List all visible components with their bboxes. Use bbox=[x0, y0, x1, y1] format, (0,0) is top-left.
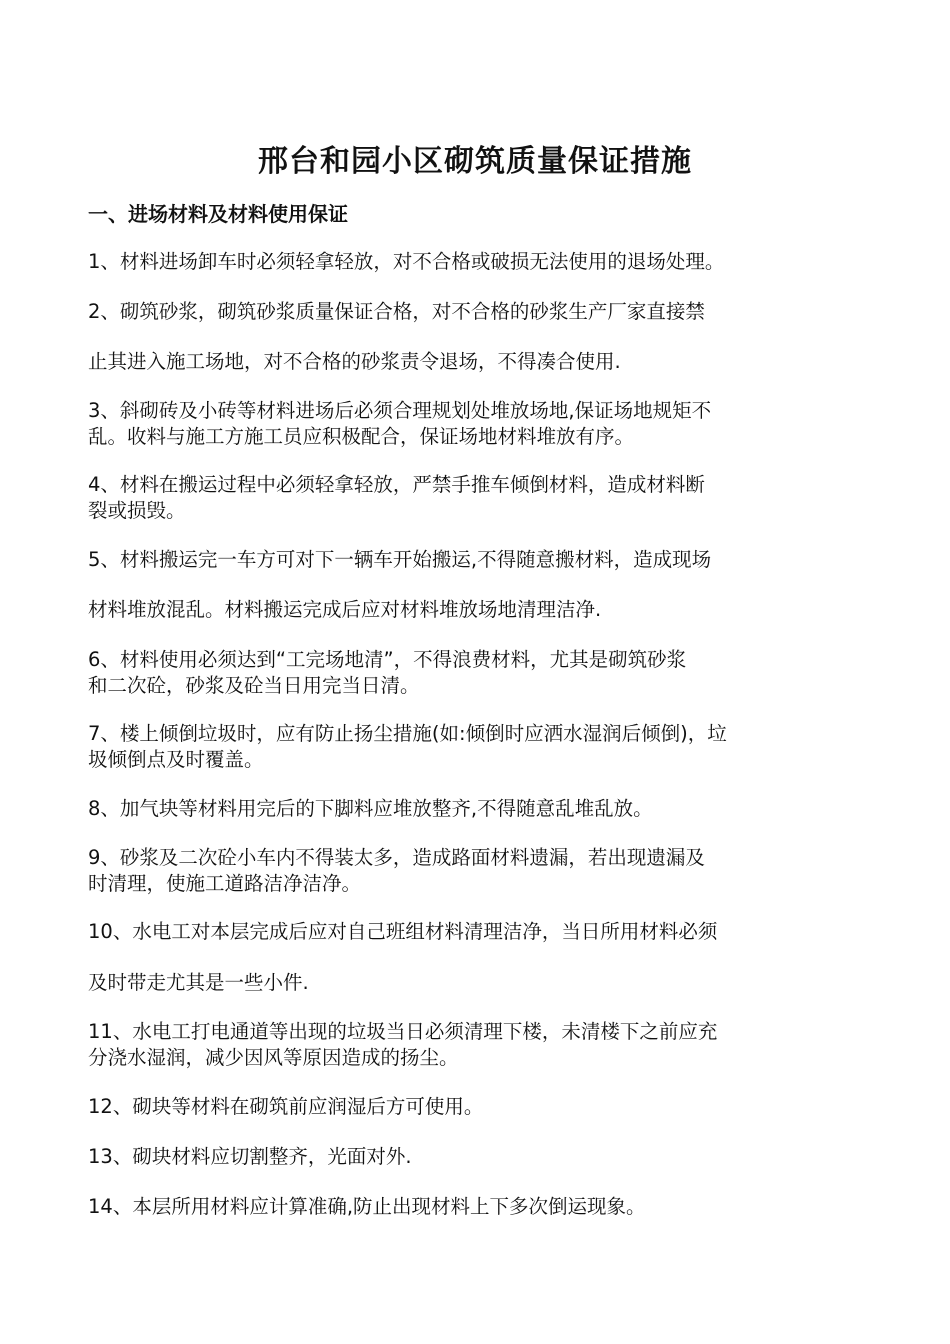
paragraph-line: 5、材料搬运完一车方可对下一辆车开始搬运,不得随意搬材料，造成现场 bbox=[88, 548, 712, 571]
paragraph-line: 时清理，使施工道路洁净洁净。 bbox=[88, 872, 362, 895]
paragraph-line: 4、材料在搬运过程中必须轻拿轻放，严禁手推车倾倒材料，造成材料断 bbox=[88, 473, 705, 496]
list-item bbox=[88, 647, 864, 699]
list-item bbox=[88, 1094, 864, 1120]
paragraph-line: 8、加气块等材料用完后的下脚料应堆放整齐,不得随意乱堆乱放。 bbox=[88, 797, 653, 820]
list-item bbox=[88, 472, 864, 524]
list-item bbox=[88, 1019, 864, 1071]
paragraph-line: 乱。收料与施工方施工员应积极配合，保证场地材料堆放有序。 bbox=[88, 425, 635, 448]
list-item bbox=[88, 1194, 864, 1220]
list-item bbox=[88, 919, 864, 996]
paragraph-line: 1、材料进场卸车时必须轻拿轻放，对不合格或破损无法使用的退场处理。 bbox=[88, 250, 725, 273]
paragraph-line: 止其进入施工场地，对不合格的砂浆责令退场，不得凑合使用. bbox=[88, 350, 621, 373]
list-item bbox=[88, 845, 864, 897]
paragraph-line: 2、砌筑砂浆，砌筑砂浆质量保证合格，对不合格的砂浆生产厂家直接禁 bbox=[88, 300, 705, 323]
paragraph-line: 11、水电工打电通道等出现的垃圾当日必须清理下楼，未清楼下之前应充 bbox=[88, 1020, 718, 1043]
list-item bbox=[88, 1144, 864, 1170]
paragraph-line: 及时带走尤其是一些小件. bbox=[88, 971, 309, 994]
paragraph-line: 7、楼上倾倒垃圾时，应有防止扬尘措施(如:倾倒时应洒水湿润后倾倒)，垃 bbox=[88, 722, 727, 745]
paragraph-line: 14、本层所用材料应计算准确,防止出现材料上下多次倒运现象。 bbox=[88, 1195, 646, 1218]
list-item bbox=[88, 398, 864, 450]
paragraph-line: 6、材料使用必须达到“工完场地清”，不得浪费材料，尤其是砌筑砂浆 bbox=[88, 648, 687, 671]
list-item bbox=[88, 299, 864, 375]
paragraph-line: 材料堆放混乱。材料搬运完成后应对材料堆放场地清理洁净. bbox=[88, 598, 602, 621]
list-item bbox=[88, 721, 864, 773]
list-item bbox=[88, 249, 864, 275]
paragraph-line: 12、砌块等材料在砌筑前应润湿后方可使用。 bbox=[88, 1095, 484, 1118]
paragraph-line: 3、斜砌砖及小砖等材料进场后必须合理规划处堆放场地,保证场地规矩不 bbox=[88, 399, 712, 422]
paragraph-line: 圾倾倒点及时覆盖。 bbox=[88, 748, 264, 771]
paragraph-line: 和二次砼，砂浆及砼当日用完当日清。 bbox=[88, 674, 420, 697]
paragraph-line: 分浇水湿润，减少因风等原因造成的扬尘。 bbox=[88, 1046, 459, 1069]
paragraph-line: 9、砂浆及二次砼小车内不得装太多，造成路面材料遗漏，若出现遗漏及 bbox=[88, 846, 705, 869]
paragraph-line: 裂或损毁。 bbox=[88, 499, 186, 522]
paragraph-line: 10、水电工对本层完成后应对自己班组材料清理洁净，当日所用材料必须 bbox=[88, 920, 718, 943]
list-item bbox=[88, 547, 864, 623]
paragraph-line: 13、砌块材料应切割整齐，光面对外. bbox=[88, 1145, 412, 1168]
page-title: 邢台和园小区砌筑质量保证措施 bbox=[258, 144, 692, 179]
section-heading: 一、进场材料及材料使用保证 bbox=[88, 202, 348, 226]
list-item bbox=[88, 796, 864, 822]
